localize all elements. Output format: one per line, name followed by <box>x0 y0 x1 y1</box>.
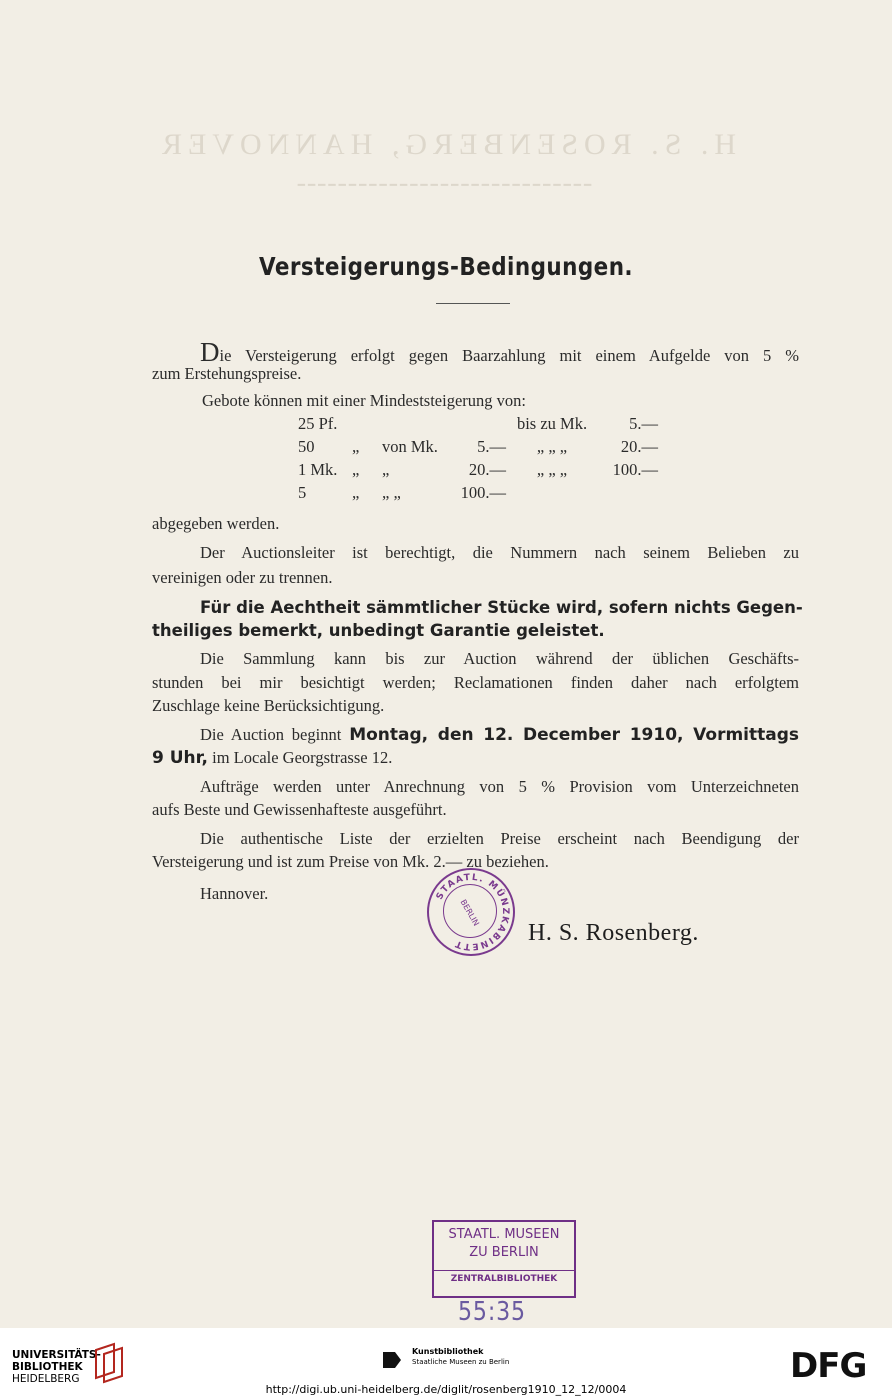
stamp-rect-line3: ZENTRALBIBLIOTHEK <box>434 1270 574 1284</box>
stamp-inner-ring <box>443 884 497 938</box>
para6-line1: Die authentische Liste der erzielten Preise erscheint nach Beendigung der <box>200 829 799 848</box>
kunstbibliothek-title: Kunstbibliothek <box>412 1347 484 1356</box>
dropcap: D <box>200 337 220 367</box>
bids-cell: 50 <box>298 436 315 456</box>
para4-line2: 9 Uhr, im Locale Georgstrasse 12. <box>152 748 393 768</box>
handwritten-shelfmark: 55:35 <box>457 1297 526 1327</box>
bids-cell: 100.— <box>612 459 658 479</box>
bids-cell: 20.— <box>620 436 658 456</box>
bids-cell <box>448 412 506 435</box>
muenzkabinett-stamp <box>427 868 515 956</box>
stamp-rect-line2: ZU BERLIN <box>469 1245 539 1260</box>
signature: H. S. Rosenberg. <box>528 920 699 946</box>
zentralbibliothek-stamp <box>432 1220 576 1298</box>
bids-cell: „ <box>352 482 360 502</box>
bids-cell: „ <box>382 459 390 479</box>
bids-cell: „ <box>352 459 360 479</box>
bids-cell: 20.— <box>468 459 506 479</box>
para6-line2: Versteigerung und ist zum Preise von Mk. 2.— zu beziehen. <box>152 852 549 871</box>
kunstbibliothek-subtitle: Staatliche Museen zu Berlin <box>412 1358 510 1366</box>
bids-cell: 5 <box>298 482 307 502</box>
bids-intro: Gebote können mit einer Mindeststeigerung von: <box>202 391 526 410</box>
page-title: Versteigerungs-Bedingungen. <box>258 252 634 281</box>
bids-cell <box>506 481 598 504</box>
stamp-center-text: BERLIN <box>458 897 481 928</box>
para1-line1: Die Versteigerung erfolgt gegen Baarzahlung mit einem Aufgelde von 5 % <box>200 337 799 367</box>
ub-logo-icon <box>92 1342 126 1386</box>
bids-cell: bis zu Mk. <box>516 413 588 433</box>
place: Hannover. <box>200 884 269 903</box>
bids-row <box>298 435 658 458</box>
guarantee-line2: theiliges bemerkt, unbedingt Garantie geleistet. <box>152 621 605 640</box>
bids-row <box>298 412 658 435</box>
bids-cell: 100.— <box>460 482 506 502</box>
para2-line1: Der Auctionsleiter ist berechtigt, die Nummern nach seinem Belieben zu <box>200 543 799 562</box>
para3-line2: stunden bei mir besichtigt werden; Reclamationen finden daher nach erfolgtem <box>152 673 799 692</box>
stamp-rect-line1: STAATL. MUSEEN <box>448 1227 560 1242</box>
para5-line2: aufs Beste und Gewissenhafteste ausgeführt. <box>152 800 447 819</box>
bids-cell: „ „ <box>382 482 401 502</box>
guarantee-line1: Für die Aechtheit sämmtlicher Stücke wird, sofern nichts Gegen- <box>200 598 803 617</box>
auction-time: 9 Uhr, <box>152 748 208 768</box>
show-through-line: ━━━━━━━━━━━━━━━━━━━━━━━━━━━━━ <box>297 178 595 192</box>
bids-outro: abgegeben werden. <box>152 514 280 533</box>
auction-date: Montag, den 12. December 1910, Vormittags <box>349 725 800 745</box>
bids-cell: von Mk. <box>382 436 438 456</box>
bids-cell: 5.— <box>629 413 658 433</box>
bids-row <box>298 481 658 504</box>
source-url-link[interactable]: http://digi.ub.uni-heidelberg.de/diglit/rosenberg1910_12_12/0004 <box>265 1383 627 1396</box>
bids-cell: 5.— <box>477 436 506 456</box>
para3-line3: Zuschlage keine Berücksichtigung. <box>152 696 385 715</box>
para4-line1: Die Auction beginnt Montag, den 12. December 1910, Vormittags <box>200 725 800 745</box>
kunstbibliothek-logo-icon <box>381 1348 403 1370</box>
bids-cell: „ „ „ <box>536 436 568 456</box>
bids-row <box>298 458 658 481</box>
ub-heidelberg-label: UNIVERSITÄTS- BIBLIOTHEK HEIDELBERG <box>12 1349 101 1385</box>
bids-cell <box>598 481 658 504</box>
para5-line1: Aufträge werden unter Anrechnung von 5 % Provision vom Unterzeichneten <box>200 777 799 796</box>
bids-cell <box>352 412 382 435</box>
para2-line2: vereinigen oder zu trennen. <box>152 568 333 587</box>
title-rule <box>436 303 510 304</box>
para1-line2: zum Erstehungspreise. <box>152 364 302 383</box>
bids-cell <box>382 412 448 435</box>
stamp-ring-text: STAATL. MÜNZKABINETT <box>434 872 511 952</box>
bids-cell: „ <box>352 436 360 456</box>
dfg-logo: DFG <box>790 1346 867 1386</box>
bids-cell: 1 Mk. <box>298 459 338 479</box>
para3-line1: Die Sammlung kann bis zur Auction während der üblichen Geschäfts- <box>200 649 799 668</box>
show-through-text: H. S. ROSENBERG, HANNOVER <box>155 128 737 161</box>
bids-cell: „ „ „ <box>536 459 568 479</box>
bids-cell: 25 Pf. <box>298 413 338 433</box>
bids-table <box>298 412 658 504</box>
